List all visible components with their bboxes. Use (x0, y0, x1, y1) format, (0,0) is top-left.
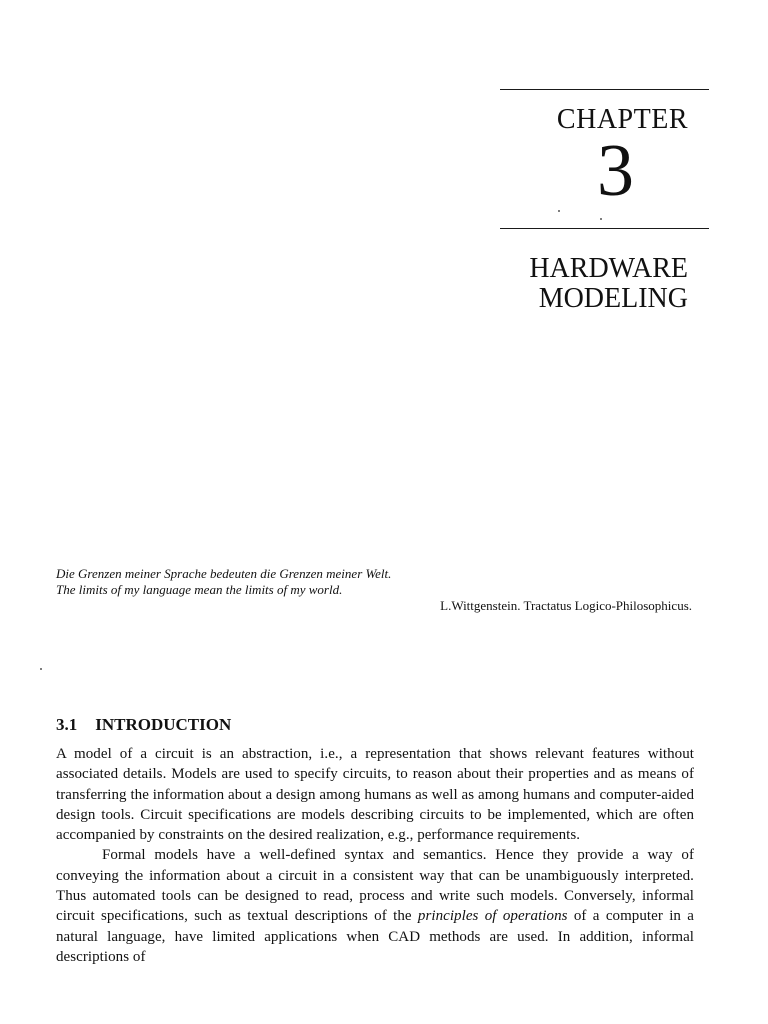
print-speck (600, 218, 602, 220)
chapter-top-rule (500, 89, 709, 90)
paragraph-2-emphasis: principles of operations (417, 908, 568, 925)
body-text (56, 744, 694, 967)
chapter-number: 3 (597, 130, 634, 212)
section-heading (56, 715, 231, 735)
section-title: INTRODUCTION (95, 715, 232, 734)
print-speck (40, 668, 42, 670)
paragraph-2-part-1: Formal models have a well-defined syntax and semantics. Hence they provide a way of conveying the information about a circuit in a consistent way that can be unambiguously interpreted. Thus automated tools can be designed to read, process and write such models. Conversely, informal circuit specifications, such as textual descriptions of the (56, 847, 694, 925)
chapter-label: CHAPTER (556, 104, 688, 135)
chapter-title-line-2: MODELING (538, 283, 688, 314)
paragraph-1: A model of a circuit is an abstraction, i.e., a representation that shows relevant features without associated details. Models are used to specify circuits, to reason about their properties and as means of transferring the information about a design among humans as well as among humans and computer-aided design tools. Circuit specifications are models describing circuits to be implemented, which are often accompanied by constraints on the desired realization, e.g., performance requirements. (56, 746, 694, 844)
paragraph-2 (56, 845, 694, 967)
epigraph-attribution: L.Wittgenstein. Tractatus Logico-Philosophicus. (440, 598, 692, 613)
section-number: 3.1 (56, 715, 78, 734)
epigraph-english: The limits of my language mean the limits of my world. (56, 582, 343, 597)
print-speck (558, 210, 560, 212)
chapter-title-line-1: HARDWARE (529, 253, 688, 284)
epigraph (56, 566, 696, 614)
chapter-bottom-rule (500, 228, 709, 229)
paragraph-2-part-2: of a computer in a natural language, have limited applications when CAD methods are used. In addition, informal descriptions of (56, 908, 695, 965)
chapter-title (480, 254, 688, 314)
epigraph-german: Die Grenzen meiner Sprache bedeuten die Grenzen meiner Welt. (56, 566, 392, 581)
